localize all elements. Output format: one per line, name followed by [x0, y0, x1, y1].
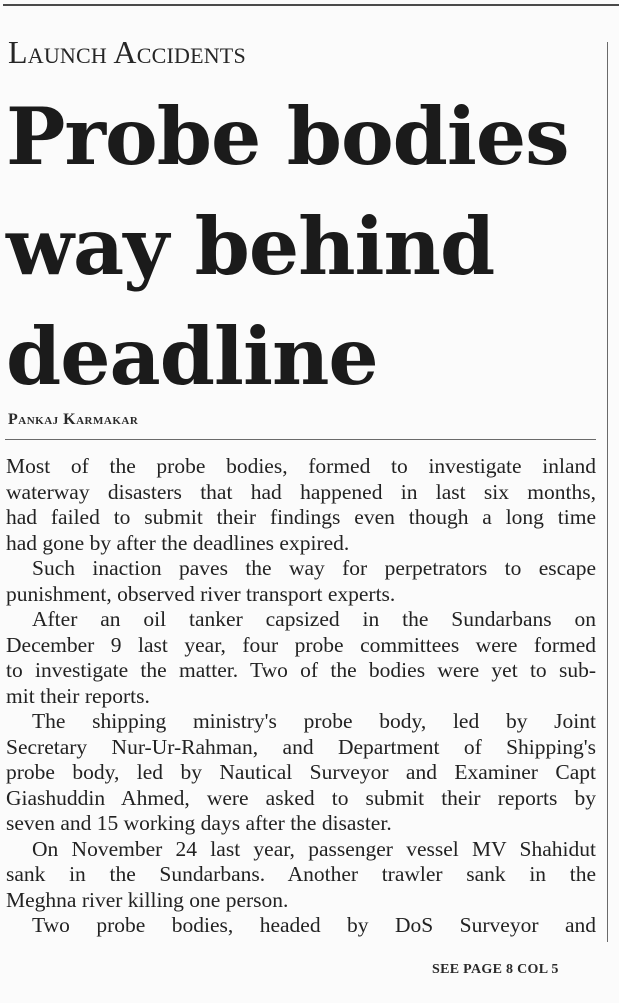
body-line: mit their reports.: [6, 683, 150, 708]
body-line: probe body, led by Nautical Surveyor and Examiner Capt: [6, 760, 596, 784]
body-line: had failed to submit their findings even though a long time: [6, 505, 596, 529]
body-line: sank in the Sundarbans. Another trawler sank in the: [6, 862, 596, 886]
top-rule: [3, 4, 619, 6]
column-rule: [607, 42, 608, 942]
body-line: had gone by after the deadlines expired.: [6, 530, 350, 555]
headline-line: deadline: [6, 310, 378, 403]
body-line: On November 24 last year, passenger vessel MV Shahidut: [32, 836, 596, 861]
body-line: The shipping ministry's probe body, led by Joint: [32, 709, 596, 733]
body-line: Giashuddin Ahmed, were asked to submit their reports by: [6, 785, 596, 810]
continued-jump-line: SEE PAGE 8 COL 5: [432, 962, 559, 977]
body-line: Two probe bodies, headed by DoS Surveyor and: [32, 913, 596, 937]
body-line: Meghna river killing one person.: [6, 887, 289, 912]
body-line: After an oil tanker capsized in the Sundarbans on: [32, 607, 596, 631]
body-line: seven and 15 working days after the disaster.: [6, 811, 392, 835]
headline-line: Probe bodies: [6, 90, 569, 183]
body-line: December 9 last year, four probe committees were formed: [6, 632, 596, 657]
body-line: to investigate the matter. Two of the bodies were yet to sub-: [6, 658, 596, 682]
body-line: Such inaction paves the way for perpetrators to escape: [32, 556, 596, 580]
body-line: Most of the probe bodies, formed to investigate inland: [6, 454, 596, 478]
body-line: Secretary Nur-Ur-Rahman, and Department of Shipping's: [6, 734, 596, 759]
headline-line: way behind: [6, 200, 495, 293]
article-body: [6, 454, 596, 939]
body-line: punishment, observed river transport experts.: [6, 581, 396, 606]
body-line: waterway disasters that had happened in last six months,: [6, 479, 596, 504]
byline: Pankaj Karmakar: [8, 411, 139, 428]
headline: [6, 82, 606, 412]
kicker: Launch Accidents: [8, 34, 246, 70]
byline-rule: [5, 439, 596, 440]
